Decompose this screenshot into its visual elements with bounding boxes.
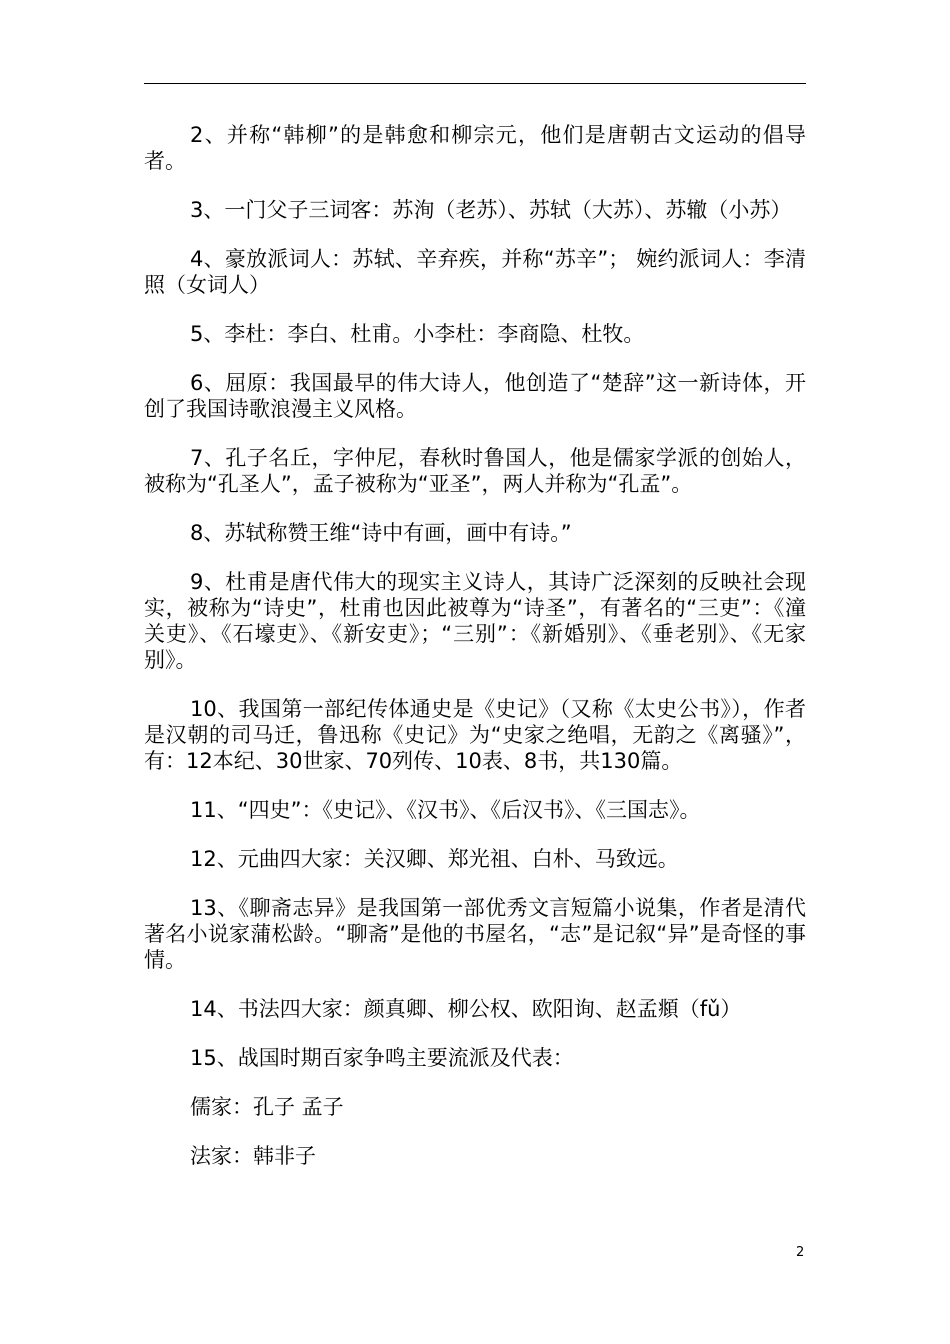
paragraph-item-3: 3、一门父子三词客：苏洵（老苏）、苏轼（大苏）、苏辙（小苏） [190, 198, 792, 222]
paragraph-item-13: 13、《聊斋志异》是我国第一部优秀文言短篇小说集，作者是清代著名小说家蒲松龄。“聊斋”是他的书屋名，“志”是记叙“异”是奇怪的事情。 [144, 896, 806, 972]
school-legalist: 法家：韩非子 [190, 1144, 316, 1168]
header-rule [144, 83, 806, 84]
paragraph-item-6: 6、屈原：我国最早的伟大诗人，他创造了“楚辞”这一新诗体，开创了我国诗歌浪漫主义风格。 [144, 371, 806, 421]
paragraph-item-12: 12、元曲四大家：关汉卿、郑光祖、白朴、马致远。 [190, 847, 679, 871]
paragraph-item-5: 5、李杜：李白、杜甫。小李杜：李商隐、杜牧。 [190, 322, 645, 346]
school-confucian: 儒家：孔子 孟子 [190, 1095, 344, 1119]
paragraph-item-4: 4、豪放派词人：苏轼、辛弃疾，并称“苏辛”； 婉约派词人：李清照（女词人） [144, 247, 806, 297]
paragraph-item-11: 11、“四史”：《史记》、《汉书》、《后汉书》、《三国志》。 [190, 798, 701, 822]
page-number: 2 [796, 1245, 805, 1260]
paragraph-item-8: 8、苏轼称赞王维“诗中有画，画中有诗。” [190, 521, 572, 545]
paragraph-item-14: 14、书法四大家：颜真卿、柳公权、欧阳询、赵孟頫（fǔ） [190, 997, 742, 1021]
paragraph-item-15: 15、战国时期百家争鸣主要流派及代表： [190, 1046, 574, 1070]
paragraph-item-9: 9、杜甫是唐代伟大的现实主义诗人，其诗广泛深刻的反映社会现实，被称为“诗史”，杜甫也因此被尊为“诗圣”，有著名的“三吏”：《潼关吏》、《石壕吏》、《新安吏》；“三别”：《新婚别》、《垂老别》、《无家别》。 [144, 570, 806, 672]
document-body [144, 122, 806, 1192]
paragraph-item-2: 2、并称“韩柳”的是韩愈和柳宗元，他们是唐朝古文运动的倡导者。 [144, 123, 806, 173]
paragraph-item-10: 10、我国第一部纪传体通史是《史记》（又称《太史公书》），作者是汉朝的司马迁，鲁迅称《史记》为“史家之绝唱，无韵之《离骚》”，有：12本纪、30世家、70列传、10表、8书，共130篇。 [144, 697, 806, 773]
paragraph-item-7: 7、孔子名丘，字仲尼，春秋时鲁国人，他是儒家学派的创始人，被称为“孔圣人”，孟子被称为“亚圣”，两人并称为“孔孟”。 [144, 446, 806, 496]
